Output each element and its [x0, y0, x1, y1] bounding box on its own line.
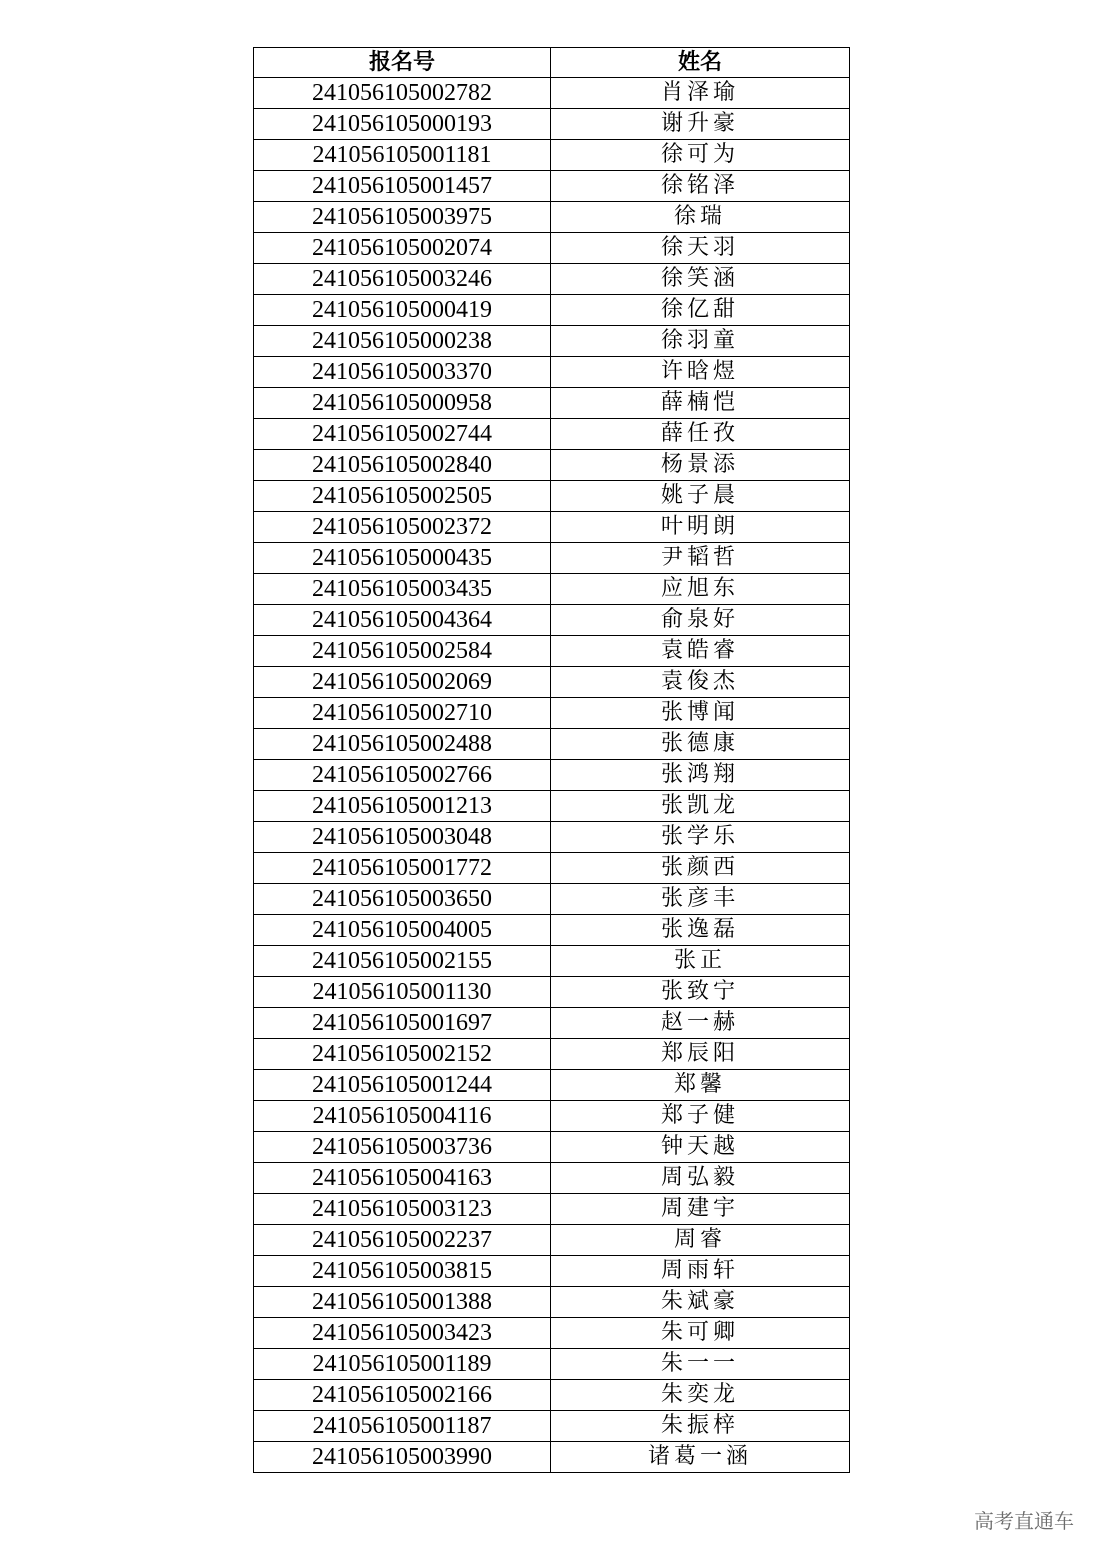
registration-number-cell: 241056105002782: [254, 78, 551, 109]
table-row: [254, 171, 850, 202]
name-cell: 朱斌豪: [551, 1287, 850, 1318]
table-row: [254, 357, 850, 388]
table-row: [254, 636, 850, 667]
name-cell: 尹韬哲: [551, 543, 850, 574]
registration-number-cell: 241056105002710: [254, 698, 551, 729]
registration-number-cell: 241056105003123: [254, 1194, 551, 1225]
registration-number-cell: 241056105002372: [254, 512, 551, 543]
table-row: [254, 605, 850, 636]
registration-number-cell: 241056105002488: [254, 729, 551, 760]
name-cell: 诸葛一涵: [551, 1442, 850, 1473]
name-cell: 钟天越: [551, 1132, 850, 1163]
registration-number-cell: 241056105000419: [254, 295, 551, 326]
table-row: [254, 667, 850, 698]
table-row: [254, 419, 850, 450]
table-row: [254, 1039, 850, 1070]
table-row: [254, 1132, 850, 1163]
name-cell: 张鸿翔: [551, 760, 850, 791]
table-row: [254, 109, 850, 140]
table-row: [254, 326, 850, 357]
name-cell: 徐天羽: [551, 233, 850, 264]
name-cell: 张颜西: [551, 853, 850, 884]
registration-number-cell: 241056105003246: [254, 264, 551, 295]
table-row: [254, 1225, 850, 1256]
name-cell: 张逸磊: [551, 915, 850, 946]
name-cell: 徐羽童: [551, 326, 850, 357]
registration-number-cell: 241056105002074: [254, 233, 551, 264]
table-header-row: [254, 48, 850, 78]
table-row: [254, 450, 850, 481]
name-cell: 郑子健: [551, 1101, 850, 1132]
registration-number-cell: 241056105004163: [254, 1163, 551, 1194]
registration-number-cell: 241056105003650: [254, 884, 551, 915]
name-cell: 薛楠恺: [551, 388, 850, 419]
name-cell: 周弘毅: [551, 1163, 850, 1194]
name-cell: 姚子晨: [551, 481, 850, 512]
table-row: [254, 481, 850, 512]
registration-number-cell: 241056105003736: [254, 1132, 551, 1163]
name-cell: 俞泉好: [551, 605, 850, 636]
table-row: [254, 853, 850, 884]
name-cell: 张彦丰: [551, 884, 850, 915]
registration-number-cell: 241056105001697: [254, 1008, 551, 1039]
table-row: [254, 574, 850, 605]
name-cell: 肖泽瑜: [551, 78, 850, 109]
registration-number-cell: 241056105003370: [254, 357, 551, 388]
name-cell: 许晗煜: [551, 357, 850, 388]
registration-number-cell: 241056105003975: [254, 202, 551, 233]
table-row: [254, 388, 850, 419]
name-cell: 谢升豪: [551, 109, 850, 140]
table-row: [254, 1380, 850, 1411]
registration-number-cell: 241056105004116: [254, 1101, 551, 1132]
table-row: [254, 1070, 850, 1101]
name-cell: 张凯龙: [551, 791, 850, 822]
table-row: [254, 1442, 850, 1473]
table-row: [254, 264, 850, 295]
table-row: [254, 543, 850, 574]
registration-number-cell: 241056105003815: [254, 1256, 551, 1287]
table-body: [254, 78, 850, 1473]
name-cell: 朱可卿: [551, 1318, 850, 1349]
registration-number-cell: 241056105002069: [254, 667, 551, 698]
table-row: [254, 1008, 850, 1039]
registration-number-cell: 241056105002505: [254, 481, 551, 512]
table-row: [254, 698, 850, 729]
name-cell: 周建宇: [551, 1194, 850, 1225]
table-row: [254, 884, 850, 915]
name-cell: 周睿: [551, 1225, 850, 1256]
table-row: [254, 915, 850, 946]
table-row: [254, 78, 850, 109]
table-row: [254, 791, 850, 822]
registration-number-cell: 241056105001181: [254, 140, 551, 171]
name-cell: 朱一一: [551, 1349, 850, 1380]
name-cell: 袁俊杰: [551, 667, 850, 698]
name-cell: 赵一赫: [551, 1008, 850, 1039]
name-cell: 徐铭泽: [551, 171, 850, 202]
name-cell: 张正: [551, 946, 850, 977]
registration-number-cell: 241056105001187: [254, 1411, 551, 1442]
table-row: [254, 512, 850, 543]
registration-number-cell: 241056105001457: [254, 171, 551, 202]
table-row: [254, 977, 850, 1008]
header-registration-number: 报名号: [254, 48, 551, 78]
registration-number-cell: 241056105004364: [254, 605, 551, 636]
registration-number-cell: 241056105000238: [254, 326, 551, 357]
table-row: [254, 1163, 850, 1194]
name-cell: 郑馨: [551, 1070, 850, 1101]
registration-number-cell: 241056105000193: [254, 109, 551, 140]
name-cell: 朱振梓: [551, 1411, 850, 1442]
header-name: 姓名: [551, 48, 850, 78]
table-row: [254, 822, 850, 853]
name-cell: 朱奕龙: [551, 1380, 850, 1411]
table-row: [254, 1194, 850, 1225]
registration-table: [253, 47, 850, 1473]
registration-number-cell: 241056105001213: [254, 791, 551, 822]
name-cell: 徐可为: [551, 140, 850, 171]
name-cell: 薛任孜: [551, 419, 850, 450]
table-row: [254, 1411, 850, 1442]
registration-number-cell: 241056105001388: [254, 1287, 551, 1318]
table-row: [254, 1101, 850, 1132]
name-cell: 应旭东: [551, 574, 850, 605]
registration-number-cell: 241056105003990: [254, 1442, 551, 1473]
table-row: [254, 760, 850, 791]
table-row: [254, 140, 850, 171]
registration-number-cell: 241056105002155: [254, 946, 551, 977]
table-row: [254, 233, 850, 264]
name-cell: 叶明朗: [551, 512, 850, 543]
name-cell: 张德康: [551, 729, 850, 760]
registration-number-cell: 241056105004005: [254, 915, 551, 946]
registration-number-cell: 241056105003435: [254, 574, 551, 605]
table-row: [254, 1318, 850, 1349]
registration-number-cell: 241056105002237: [254, 1225, 551, 1256]
registration-number-cell: 241056105002152: [254, 1039, 551, 1070]
registration-number-cell: 241056105003048: [254, 822, 551, 853]
name-cell: 袁皓睿: [551, 636, 850, 667]
registration-number-cell: 241056105002744: [254, 419, 551, 450]
table-row: [254, 1287, 850, 1318]
registration-number-cell: 241056105001130: [254, 977, 551, 1008]
name-cell: 周雨轩: [551, 1256, 850, 1287]
table-row: [254, 1349, 850, 1380]
registration-number-cell: 241056105000958: [254, 388, 551, 419]
name-cell: 张博闻: [551, 698, 850, 729]
registration-number-cell: 241056105002766: [254, 760, 551, 791]
registration-number-cell: 241056105000435: [254, 543, 551, 574]
name-cell: 张致宁: [551, 977, 850, 1008]
name-cell: 郑辰阳: [551, 1039, 850, 1070]
table-row: [254, 729, 850, 760]
registration-number-cell: 241056105003423: [254, 1318, 551, 1349]
registration-number-cell: 241056105002584: [254, 636, 551, 667]
registration-number-cell: 241056105001772: [254, 853, 551, 884]
name-cell: 徐笑涵: [551, 264, 850, 295]
name-cell: 张学乐: [551, 822, 850, 853]
name-cell: 徐亿甜: [551, 295, 850, 326]
registration-number-cell: 241056105002840: [254, 450, 551, 481]
table-row: [254, 202, 850, 233]
registration-number-cell: 241056105001244: [254, 1070, 551, 1101]
registration-number-cell: 241056105002166: [254, 1380, 551, 1411]
name-cell: 杨景添: [551, 450, 850, 481]
table-row: [254, 946, 850, 977]
registration-number-cell: 241056105001189: [254, 1349, 551, 1380]
watermark-label: 高考直通车: [974, 1509, 1074, 1533]
name-cell: 徐瑞: [551, 202, 850, 233]
table-row: [254, 1256, 850, 1287]
table-row: [254, 295, 850, 326]
